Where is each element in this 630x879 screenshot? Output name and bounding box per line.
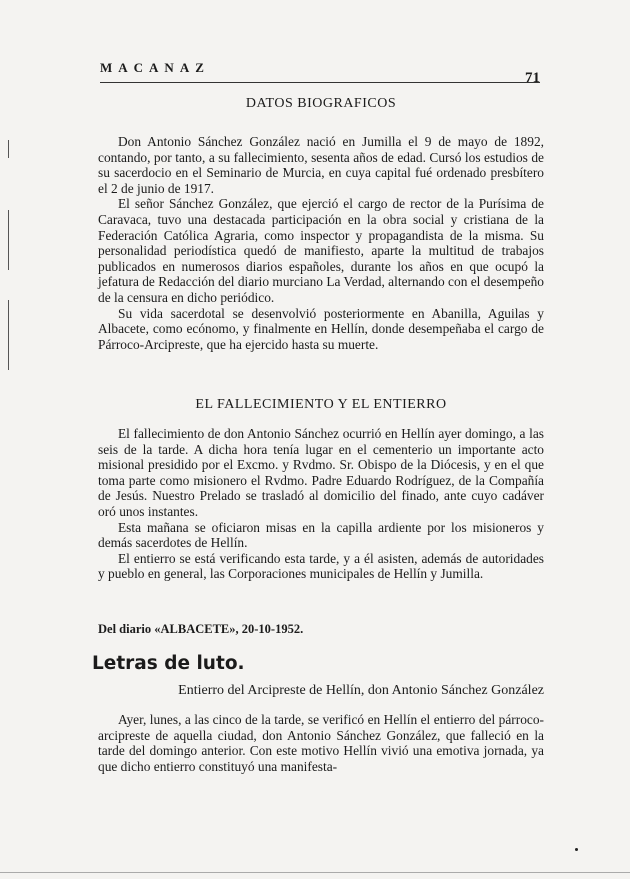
datos-section [98,96,544,112]
fallecimiento-section [98,397,544,413]
fallecimiento-title: EL FALLECIMIENTO Y EL ENTIERRO [195,397,447,412]
scan-margin-mark [8,300,9,370]
letras-paragraph-1: Ayer, lunes, a las cinco de la tarde, se verificó en Hellín el entierro del párroco-arcipreste de aquella ciudad, don Antonio Sánchez González, que falleció en la tarde del domingo anterior. Con este motivo Hellín vivió una emotiva jornada, ya que dicho entierro constituyó una manifesta- [98,712,544,774]
scan-margin-mark [8,140,9,158]
scan-bottom-edge [0,872,630,873]
datos-paragraph-1: Don Antonio Sánchez González nació en Jumilla el 9 de mayo de 1892, contando, por tanto, a su fallecimiento, sesenta años de edad. Cursó los estudios de su sacerdocio en el Seminario de Murcia, en cuya capital fué ordenado presbítero el 2 de junio de 1917. [98,134,544,196]
source-line [98,622,544,637]
scan-speck [575,848,578,851]
source-citation: Del diario «ALBACETE», 20-10-1952. [98,622,304,636]
scan-margin-mark [8,210,9,270]
letras-heading [92,653,538,674]
page-header [100,58,544,88]
fallecimiento-paragraph-2: Esta mañana se oficiaron misas en la capilla ardiente por los misioneros y demás sacerdotes de Hellín. [98,519,544,551]
fallecimiento-paragraph-1: El fallecimiento de don Antonio Sánchez ocurrió en Hellín ayer domingo, a las seis de la tarde. A dicha hora tenía lugar en el cementerio un importante acto misional presidido por el Excmo. y Rvdmo. Sr. Obispo de la Diócesis, y en el que toma parte como misionero el Rvdmo. Padre Eduardo Rodríguez, de la Compañía de Jesús. Nuestro Prelado se trasladó al domicilio del finado, ante cuyo cadáver oró unos instantes. [98,426,544,519]
letras-title: Letras de luto. [92,653,245,674]
header-rule [100,82,540,83]
running-head: MACANAZ [100,60,210,75]
page-number: 71 [525,70,540,86]
letras-body [98,712,544,774]
letras-subheading [98,683,544,699]
fallecimiento-paragraph-3: El entierro se está verificando esta tarde, y a él asisten, además de autoridades y pueblo en general, las Corporaciones municipales de Hellín y Jumilla. [98,550,544,582]
letras-subtitle: Entierro del Arcipreste de Hellín, don Antonio Sánchez González [178,683,544,698]
fallecimiento-body [98,426,544,582]
datos-title: DATOS BIOGRAFICOS [245,96,397,111]
datos-paragraph-3: Su vida sacerdotal se desenvolvió posteriormente en Abanilla, Aguilas y Albacete, como ecónomo, y finalmente en Hellín, donde desempeñaba el cargo de Párroco-Arcipreste, que ha ejercido hasta su muerte. [98,305,544,352]
datos-paragraph-2: El señor Sánchez González, que ejerció el cargo de rector de la Purísima de Caravaca, tuvo una destacada participación en la obra social y cristiana de la Federación Católica Agraria, como inspector y propagandista de la misma. Su personalidad periodística quedó de manifiesto, aparte la multitud de trabajos publicados en numerosos diarios españoles, durante los años en que ocupó la jefatura de Redacción del diario murciano La Verdad, alternando con el desempeño de la censura en dicho periódico. [98,196,544,305]
datos-body [98,134,544,352]
